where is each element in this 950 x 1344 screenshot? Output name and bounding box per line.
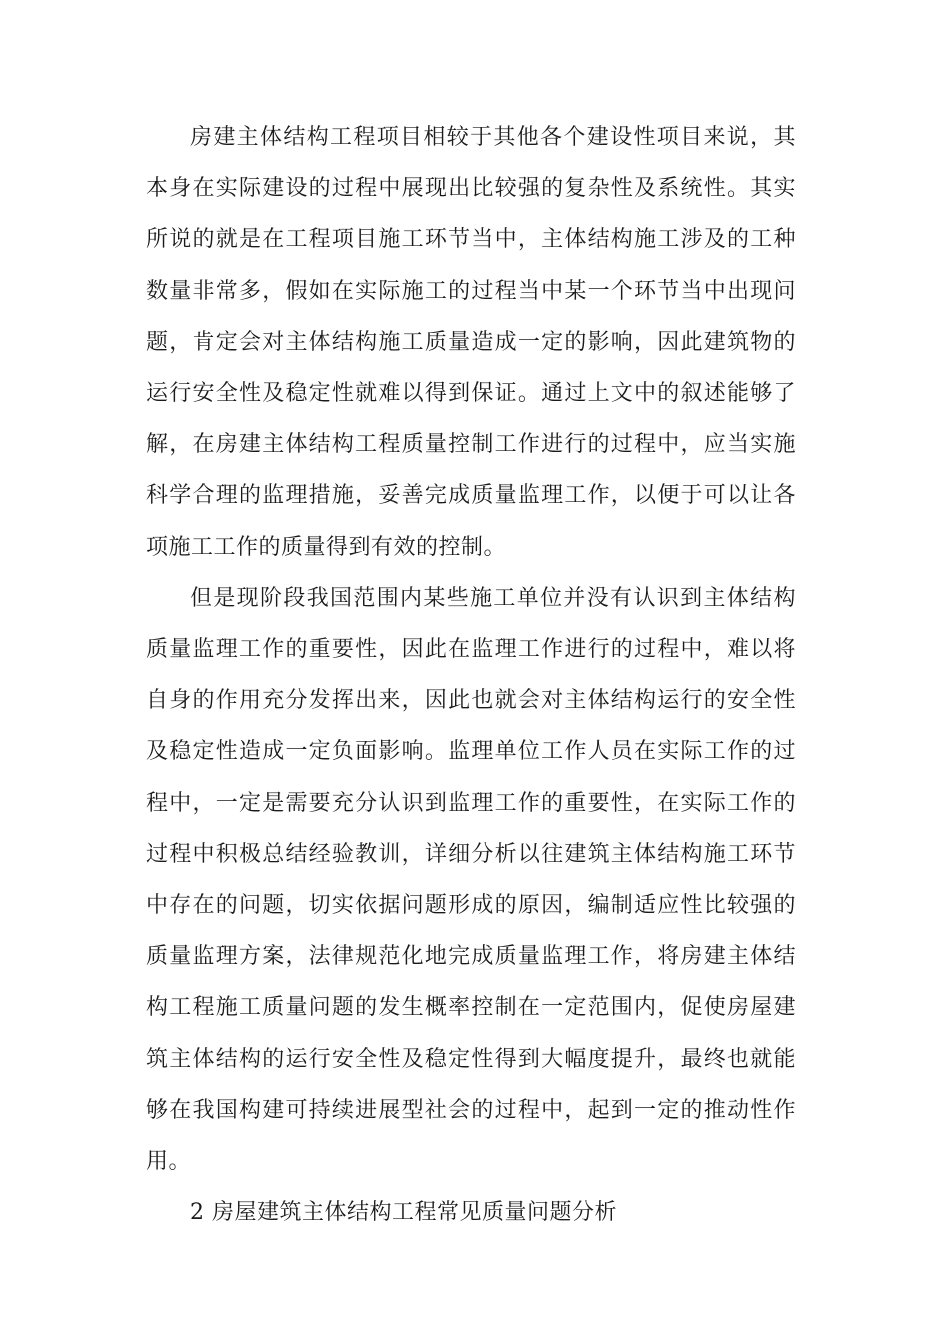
- document-body: [146, 112, 796, 1238]
- paragraph-1: 房建主体结构工程项目相较于其他各个建设性项目来说，其本身在实际建设的过程中展现出比较强的复杂性及系统性。其实所说的就是在工程项目施工环节当中，主体结构施工涉及的工种数量非常多，假如在实际施工的过程当中某一个环节当中出现问题，肯定会对主体结构施工质量造成一定的影响，因此建筑物的运行安全性及稳定性就难以得到保证。通过上文中的叙述能够了解，在房建主体结构工程质量控制工作进行的过程中，应当实施科学合理的监理措施，妥善完成质量监理工作，以便于可以让各项施工工作的质量得到有效的控制。: [146, 125, 796, 560]
- paragraph-2: 但是现阶段我国范围内某些施工单位并没有认识到主体结构质量监理工作的重要性，因此在监理工作进行的过程中，难以将自身的作用充分发挥出来，因此也就会对主体结构运行的安全性及稳定性造成一定负面影响。监理单位工作人员在实际工作的过程中，一定是需要充分认识到监理工作的重要性，在实际工作的过程中积极总结经验教训，详细分析以往建筑主体结构施工环节中存在的问题，切实依据问题形成的原因，编制适应性比较强的质量监理方案，法律规范化地完成质量监理工作，将房建主体结构工程施工质量问题的发生概率控制在一定范围内，促使房屋建筑主体结构的运行安全性及稳定性得到大幅度提升，最终也就能够在我国构建可持续进展型社会的过程中，起到一定的推动性作用。: [146, 585, 796, 1175]
- section-heading: 2 房屋建筑主体结构工程常见质量问题分析: [190, 1200, 617, 1226]
